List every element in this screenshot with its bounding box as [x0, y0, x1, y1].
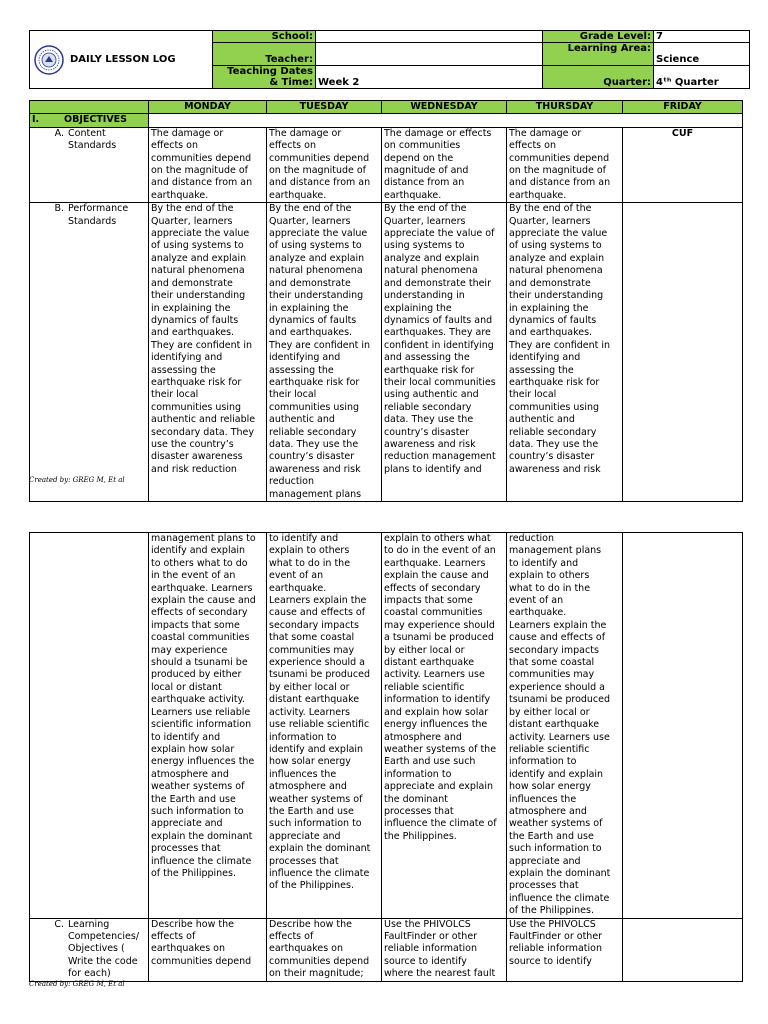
content-standards-row [30, 127, 743, 202]
day-header-monday: MONDAY [149, 101, 267, 114]
grade-field[interactable]: 7 [654, 31, 750, 43]
title-cell [30, 31, 213, 89]
row-letter: A. [54, 127, 64, 139]
day-header-wednesday: WEDNESDAY [382, 101, 507, 114]
quarter-field[interactable]: 4ᵗʰ Quarter [654, 66, 750, 89]
lesson-log-table-page2 [29, 532, 743, 982]
day-header-tuesday: TUESDAY [267, 101, 382, 114]
dates-field[interactable]: Week 2 [316, 66, 543, 89]
competencies-label [30, 918, 149, 981]
grade-label: Grade Level: [543, 31, 654, 43]
competencies-friday[interactable] [623, 918, 743, 981]
school-field[interactable] [316, 31, 543, 43]
teacher-label: Teacher: [213, 43, 316, 66]
performance-tuesday-p1[interactable]: By the end of the Quarter, learners appreciate the value of using systems to analyze and explain natural phenomena and demonstrate their understanding in explaining the dynamics of faults and earthquakes. They are confident in identifying and assessing the earthquake risk for their local communities using authentic and reliable secondary data. They use the country’s disaster awareness and risk reduction management plans [267, 203, 382, 502]
objectives-label: OBJECTIVES [64, 114, 128, 126]
competencies-monday[interactable]: Describe how the effects of earthquakes on communities depend [149, 918, 267, 981]
quarter-label: Quarter: [543, 66, 654, 89]
performance-wednesday-p1[interactable]: By the end of the Quarter, learners appreciate the value of using systems to analyze and explain natural phenomena and demonstrate their understanding in explaining the dynamics of faults and earthquakes. They are confident in identifying and assessing the earthquake risk for their local communities using authentic and reliable secondary data. They use the country’s disaster awareness and risk reduction management plans to identify and [382, 203, 507, 502]
day-header-friday: FRIDAY [623, 101, 743, 114]
performance-thursday-p1[interactable]: By the end of the Quarter, learners appreciate the value of using systems to analyze and explain natural phenomena and demonstrate their understanding in explaining the dynamics of faults and earthquakes. They are confident in identifying and assessing the earthquake risk for their local communities using authentic and reliable secondary data. They use the country’s disaster awareness and risk [507, 203, 623, 502]
area-label: Learning Area: [543, 43, 654, 66]
performance-standards-label-cont [30, 533, 149, 919]
row-label: Content Standards [68, 127, 117, 152]
objectives-num: I. [32, 114, 40, 126]
performance-friday-p2[interactable] [623, 533, 743, 919]
competencies-wednesday[interactable]: Use the PHIVOLCS FaultFinder or other reliable information source to identify where the nearest fault [382, 918, 507, 981]
content-monday[interactable]: The damage or effects on communities depend on the magnitude of and distance from an earthquake. [149, 127, 267, 202]
performance-wednesday-p2[interactable]: explain to others what to do in the event of an earthquake. Learners explain the cause and effects of secondary impacts that some coastal communities may experience should a tsunami be produced by either local or distant earthquake activity. Learners use reliable scientific information to identify and explain how solar energy influences the atmosphere and weather systems of the Earth and use such information to appreciate and explain the dominant processes that influence the climate of the Philippines. [382, 533, 507, 919]
day-header-thursday: THURSDAY [507, 101, 623, 114]
performance-monday-p2[interactable]: management plans to identify and explain to others what to do in the event of an earthquake. Learners explain the cause and effects of secondary impacts that some coastal communities may experience should a tsunami be produced by either local or distant earthquake activity. Learners use reliable scientific information to identify and explain how solar energy influences the atmosphere and weather systems of the Earth and use such information to appreciate and explain the dominant processes that influence the climate of the Philippines. [149, 533, 267, 919]
content-friday[interactable]: CUF [623, 127, 743, 202]
performance-standards-label [30, 203, 149, 502]
school-label: School: [213, 31, 316, 43]
performance-friday-p1[interactable] [623, 203, 743, 502]
objectives-row [30, 114, 743, 127]
header-table [29, 30, 750, 89]
day-header-blank [30, 101, 149, 114]
deped-seal-icon [34, 45, 64, 75]
lesson-log-table-page1 [29, 100, 743, 502]
performance-thursday-p2[interactable]: reduction management plans to identify and explain to others what to do in the event of an earthquake. Learners explain the cause and effects of secondary impacts that some coastal communities may experience should a tsunami be produced by either local or distant earthquake activity. Learners use reliable scientific information to identify and explain how solar energy influences the atmosphere and weather systems of the Earth and use such information to appreciate and explain the dominant processes that influence the climate of the Philippines. [507, 533, 623, 919]
row-label: Learning Competencies/ Objectives ( Write the code for each) [68, 918, 140, 980]
content-tuesday[interactable]: The damage or effects on communities depend on the magnitude of and distance from an earthquake. [267, 127, 382, 202]
content-standards-label [30, 127, 149, 202]
day-header-row [30, 101, 743, 114]
performance-monday-p1[interactable]: By the end of the Quarter, learners appreciate the value of using systems to analyze and explain natural phenomena and demonstrate their understanding in explaining the dynamics of faults and earthquakes. They are confident in identifying and assessing the earthquake risk for their local communities using authentic and reliable secondary data. They use the country’s disaster awareness and risk reduction [149, 203, 267, 502]
competencies-thursday[interactable]: Use the PHIVOLCS FaultFinder or other reliable information source to identify [507, 918, 623, 981]
performance-standards-row-cont [30, 533, 743, 919]
competencies-row [30, 918, 743, 981]
row-label: Performance Standards [68, 203, 129, 227]
content-wednesday[interactable]: The damage or effects on communities depend on the magnitude of and distance from an earthquake. [382, 127, 507, 202]
teacher-field[interactable] [316, 43, 543, 66]
content-thursday[interactable]: The damage or effects on communities depend on the magnitude of and distance from an earthquake. [507, 127, 623, 202]
objectives-blank [149, 114, 743, 127]
competencies-tuesday[interactable]: Describe how the effects of earthquakes on communities depend on their magnitude; [267, 918, 382, 981]
performance-tuesday-p2[interactable]: to identify and explain to others what to do in the event of an earthquake. Learners explain the cause and effects of secondary impacts that some coastal communities may experience should a tsunami be produced by either local or distant earthquake activity. Learners use reliable scientific information to identify and explain how solar energy influences the atmosphere and weather systems of the Earth and use such information to appreciate and explain the dominant processes that influence the climate of the Philippines. [267, 533, 382, 919]
row-letter: B. [54, 203, 64, 215]
area-field[interactable]: Science [654, 43, 750, 66]
performance-standards-row [30, 203, 743, 502]
objectives-heading [30, 114, 149, 127]
document-title: DAILY LESSON LOG [70, 54, 176, 65]
row-letter: C. [54, 918, 64, 930]
dates-label: Teaching Dates & Time: [213, 66, 316, 89]
footer-credit-2: Created by: GREG M, Et al [29, 980, 125, 988]
footer-credit: Created by: GREG M, Et al [29, 476, 125, 484]
